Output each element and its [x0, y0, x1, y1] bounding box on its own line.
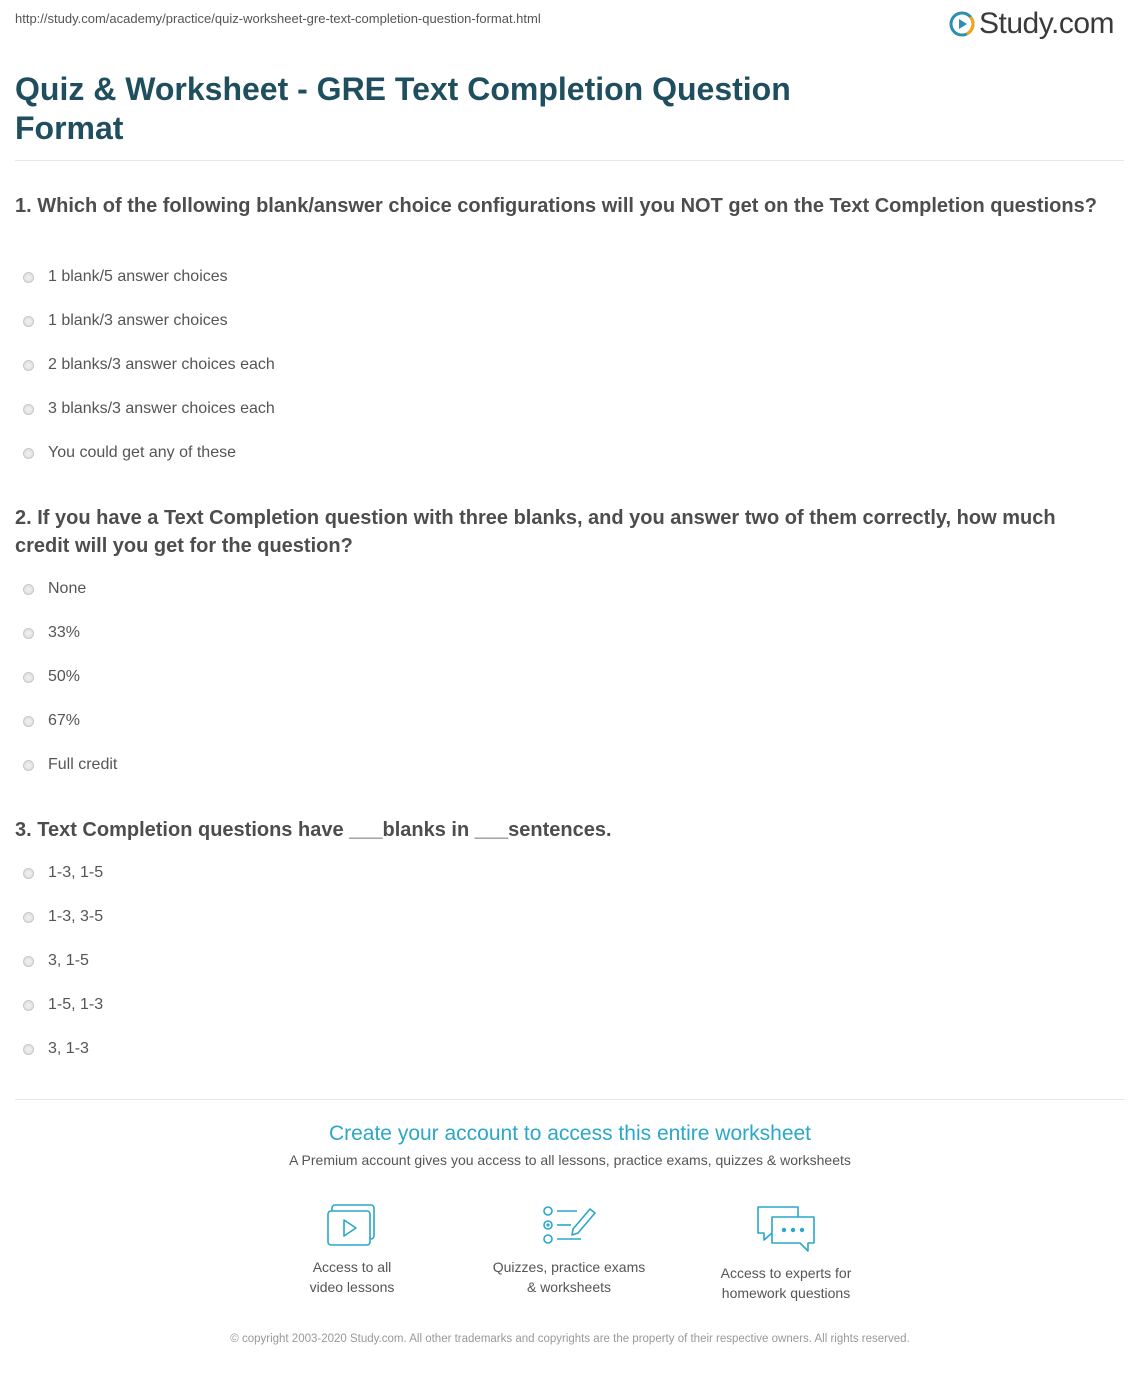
title-divider: [15, 160, 1124, 161]
radio-button[interactable]: [23, 672, 34, 683]
question-3-option-3[interactable]: 3, 1-5: [23, 950, 89, 972]
radio-button[interactable]: [23, 868, 34, 879]
radio-button[interactable]: [23, 628, 34, 639]
radio-button[interactable]: [23, 1044, 34, 1055]
question-1-option-4[interactable]: 3 blanks/3 answer choices each: [23, 398, 275, 420]
copyright-notice: © copyright 2003-2020 Study.com. All other trademarks and copyrights are the property of their respective owners. All rights reserved.: [230, 1333, 910, 1345]
play-logo-icon: [949, 11, 975, 37]
question-3-option-5[interactable]: 3, 1-3: [23, 1038, 89, 1060]
question-3-option-4[interactable]: 1-5, 1-3: [23, 994, 103, 1016]
question-3-option-2[interactable]: 1-3, 3-5: [23, 906, 103, 928]
question-2-text: 2. If you have a Text Completion question with three blanks, and you answer two of them correctly, how much credit will you get for the question?: [15, 507, 1056, 557]
feature-label: Access to experts for homework questions: [720, 1265, 852, 1301]
question-2-option-4[interactable]: 67%: [23, 710, 80, 732]
radio-button[interactable]: [23, 316, 34, 327]
radio-button[interactable]: [23, 584, 34, 595]
radio-button[interactable]: [23, 360, 34, 371]
radio-button[interactable]: [23, 956, 34, 967]
question-1-option-2[interactable]: 1 blank/3 answer choices: [23, 310, 228, 332]
radio-button[interactable]: [23, 272, 34, 283]
question-2-option-1[interactable]: None: [23, 578, 86, 600]
question-2-option-5[interactable]: Full credit: [23, 754, 117, 776]
question-1-option-5[interactable]: You could get any of these: [23, 442, 236, 464]
question-1-option-3[interactable]: 2 blanks/3 answer choices each: [23, 354, 275, 376]
question-2-option-2[interactable]: 33%: [23, 622, 80, 644]
radio-button[interactable]: [23, 404, 34, 415]
question-1-text: 1. Which of the following blank/answer choice configurations will you NOT get on the Text Completion questions?: [15, 195, 1097, 217]
radio-button[interactable]: [23, 1000, 34, 1011]
cta-divider: [15, 1099, 1124, 1100]
feature-experts: [686, 1203, 886, 1303]
radio-button[interactable]: [23, 912, 34, 923]
question-3-option-1[interactable]: 1-3, 1-5: [23, 862, 103, 884]
feature-label: Access to all video lessons: [309, 1259, 395, 1295]
quiz-checklist-icon: [541, 1203, 597, 1249]
cta-subtitle: A Premium account gives you access to all lessons, practice exams, quizzes & worksheets: [289, 1152, 851, 1168]
radio-button[interactable]: [23, 716, 34, 727]
page-title: Quiz & Worksheet - GRE Text Completion Question Format: [15, 71, 791, 146]
feature-label: Quizzes, practice exams & worksheets: [492, 1259, 646, 1295]
radio-button[interactable]: [23, 760, 34, 771]
page-url: http://study.com/academy/practice/quiz-worksheet-gre-text-completion-question-format.html: [15, 11, 541, 26]
question-1-option-1[interactable]: 1 blank/5 answer choices: [23, 266, 228, 288]
chat-bubbles-icon: [754, 1203, 818, 1255]
question-3-text: 3. Text Completion questions have ___blanks in ___sentences.: [15, 819, 612, 841]
feature-video-lessons: [252, 1203, 452, 1297]
question-2-option-3[interactable]: 50%: [23, 666, 80, 688]
study-logo[interactable]: [949, 6, 1114, 42]
logo-text: Study.com: [979, 7, 1114, 40]
feature-quizzes: [469, 1203, 669, 1297]
create-account-link[interactable]: Create your account to access this entire worksheet: [328, 1122, 812, 1145]
video-lesson-icon: [326, 1203, 378, 1249]
radio-button[interactable]: [23, 448, 34, 459]
